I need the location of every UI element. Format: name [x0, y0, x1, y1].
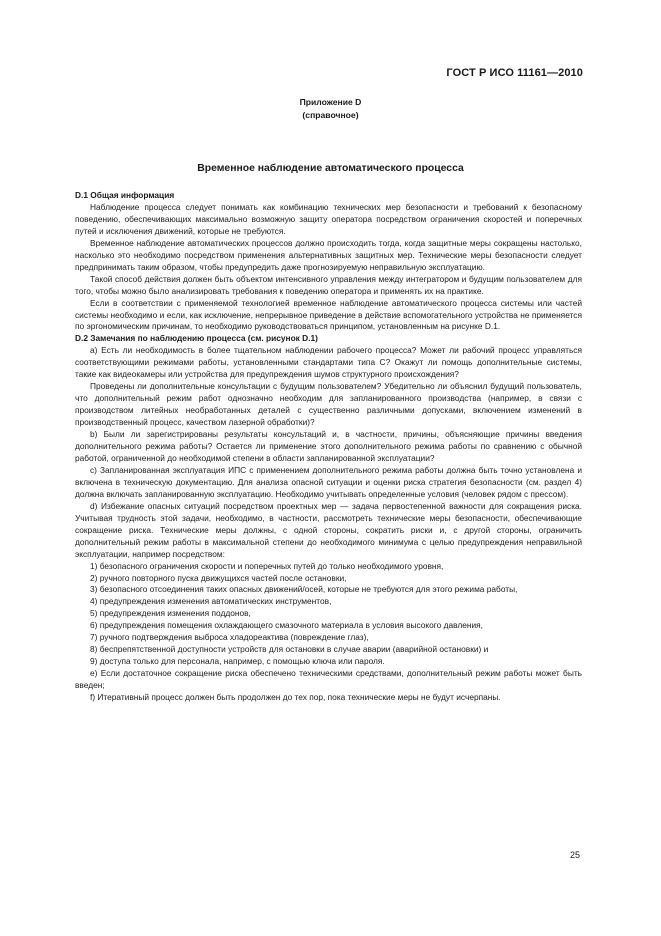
list-item: 2) ручного повторного пуска движущихся частей после остановки,	[90, 572, 347, 583]
list-item: 3) безопасного отсоединения таких опасных движений/осей, которые не требуются для этого режима работы,	[90, 584, 518, 595]
paragraph: c) Запланированная эксплуатация ИПС с применением дополнительного режима работы должна быть точно установлена и включена в техническую документацию. Для анализа опасной ситуации и оценки риска стратегия безопасности (см. раздел 4) должна включать запланированную эксплуатацию. Необходимо учитывать определенные условия (человек рядом с прессом).	[75, 464, 582, 499]
list-item: 4) предупреждения изменения автоматических инструментов,	[90, 596, 332, 607]
annex-kind: (справочное)	[302, 110, 359, 120]
annex-heading	[0, 96, 661, 122]
standard-code-header: ГОСТ Р ИСО 11161—2010	[446, 67, 583, 79]
paragraph: f) Итеративный процесс должен быть продолжен до тех пор, пока технические меры не будут исчерпаны.	[90, 692, 501, 703]
list-item: 5) предупреждения изменения поддонов,	[90, 608, 251, 619]
body-text	[75, 190, 582, 704]
paragraph: Наблюдение процесса следует понимать как комбинацию технических мер безопасности и требований к безопасному поведению, обеспечивающих максимально возможную защиту оператора посредством ограничения скоростей и поперечных путей и исключения движений, которые не требуются.	[75, 201, 582, 236]
paragraph: Если в соответствии с применяемой технологией временное наблюдение автоматического процесса системы или частей системы необходимо и если, как исключение, непрерывное приведение в действие вспомогательного устройства не применяется по эргономическим причинам, то необходимо руководствоваться принципом, установленным на рисунке D.1.	[75, 297, 582, 332]
paragraph: Такой способ действия должен быть объектом интенсивного управления между интегратором и будущим пользователем для того, чтобы можно было анализировать требования к поведению оператора и применять их на практике.	[75, 273, 582, 296]
section-heading: D.1 Общая информация	[75, 190, 175, 200]
list-item: 6) предупреждения помещения охлаждающего смазочного материала в условия высокого давления,	[90, 620, 483, 631]
paragraph: b) Были ли зарегистрированы результаты консультаций и, в частности, причины, объясняющие причины введения дополнительного режима работы? Остается ли применение этого дополнительного режима работы по сравнению с обычной работой, ограниченной до необходимой степени в области запланированной эксплуатации?	[75, 429, 582, 463]
paragraph: Проведены ли дополнительные консультации с будущим пользователем? Убедительно ли объяснил будущий пользователь, что дополнительный режим работ однозначно необходим для запланированного производства (например, в связи с производством литейных необработанных деталей с существенно различными допусками, включением изменений в производственный процесс, качеством лазерной обработки)?	[75, 381, 582, 428]
paragraph: d) Избежание опасных ситуаций посредством проектных мер — задача первостепенной важности для сокращения риска. Учитывая трудность этой задачи, необходимо, в частности, рассмотреть технические меры безопасности, обеспечивающие сокращение риска. Технические меры должны, с одной стороны, сократить риски и, с другой стороны, ограничить дополнительный режим работы в максимальной степени до необходимого минимума с целью предупреждения неправильной эксплуатации, например посредством:	[75, 500, 582, 559]
paragraph: e) Если достаточное сокращение риска обеспечено техническими средствами, дополнительный режим работы может быть введен;	[75, 668, 582, 691]
list-item: 1) безопасного ограничения скорости и поперечных путей до только необходимого уровня,	[90, 560, 444, 571]
paragraph: а) Есть ли необходимость в более тщательном наблюдении рабочего процесса? Может ли рабочий процесс управляться соответствующими режимами работы, установленными стандартами типа С? Окажут ли помощь дополнительные системы, такие как видеокамеры или устройства для предупреждения шумов структурного происхождения?	[75, 345, 582, 380]
annex-label: Приложение D	[299, 97, 362, 107]
paragraph: Временное наблюдение автоматических процессов должно происходить тогда, когда защитные меры сокращены настолько, насколько это необходимо посредством применения альтернативных защитных мер. Технические меры безопасности следует предпринимать таким образом, чтобы предупредить даже прогнозируемую неправильную эксплуатацию.	[75, 237, 582, 272]
page-number: 25	[569, 850, 580, 860]
section-heading: D.2 Замечания по наблюдению процесса (см. рисунок D.1)	[75, 333, 318, 344]
annex-title: Временное наблюдение автоматического процесса	[197, 163, 464, 174]
list-item: 8) беспрепятственной доступности устройств для остановки в случае аварии (аварийной остановки) и	[90, 644, 489, 655]
list-item: 7) ручного подтверждения выброса хладореактива (повреждение глаз),	[90, 632, 369, 643]
list-item: 9) доступа только для персонала, например, с помощью ключа или пароля.	[90, 656, 385, 667]
